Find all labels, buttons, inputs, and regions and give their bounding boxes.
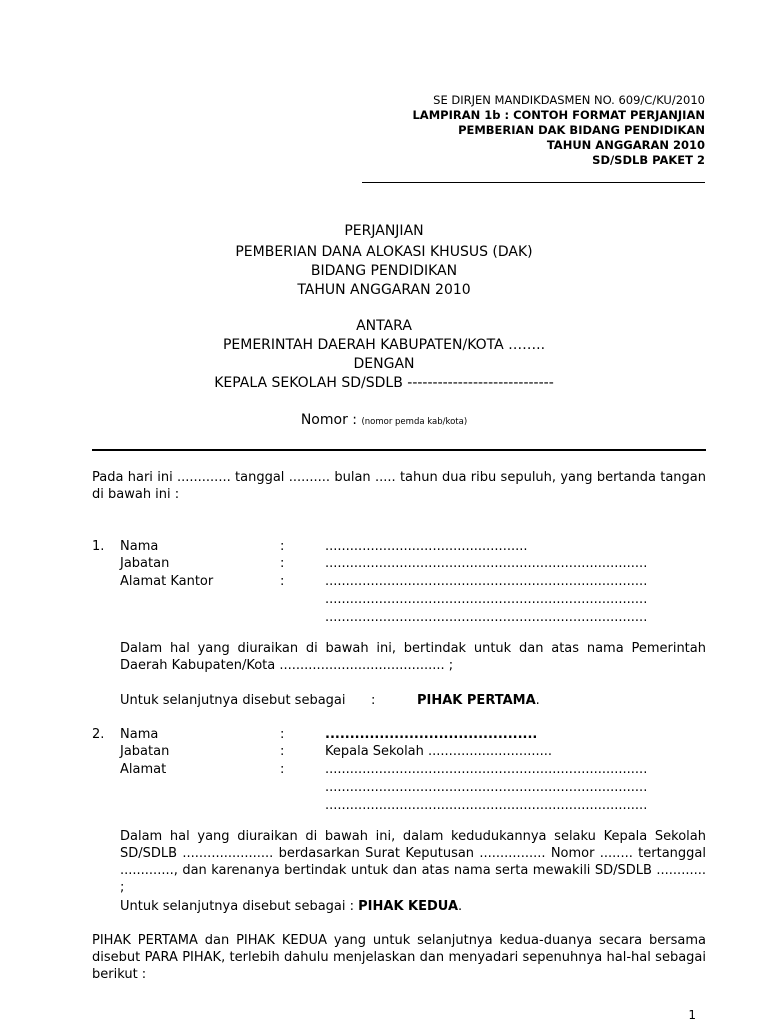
party1-description: Dalam hal yang diuraikan di bawah ini, bertindak untuk dan atas nama Pemerintah Daerah Kabupaten/Kota ........................................ ; [120, 641, 706, 673]
title-divider [92, 449, 706, 451]
party1-jabatan-value: .............................................................................. [325, 556, 648, 571]
title-kepala-sekolah: KEPALA SEKOLAH SD/SDLB ----------------------------- [214, 375, 554, 391]
title-tahun-anggaran: TAHUN ANGGARAN 2010 [297, 282, 471, 298]
title-nomor [0, 413, 768, 430]
closing-paragraph: PIHAK PERTAMA dan PIHAK KEDUA yang untuk selanjutnya kedua-duanya secara bersama disebut PARA PIHAK, terlebih dahulu menjelaskan dan menyadari sepenuhnya hal-hal sebagai berikut : [92, 933, 706, 982]
title-antara: ANTARA [356, 318, 412, 334]
header-line-pemberian: PEMBERIAN DAK BIDANG PENDIDIKAN [458, 123, 705, 137]
party1-name-value: ................................................. [325, 539, 528, 554]
party2-alias-end: . [458, 899, 463, 914]
title-bidang: BIDANG PENDIDIKAN [310, 263, 458, 279]
party2-alamat-line2: .............................................................................. [325, 780, 648, 795]
party1-alias [417, 692, 540, 709]
party2-alamat-value: .............................................................................. [325, 762, 648, 777]
party1-alamat-label: Alamat Kantor [120, 574, 214, 589]
nomor-label: Nomor : [300, 412, 362, 428]
party1-alias-colon: : [371, 693, 376, 708]
party1-jabatan-label: Jabatan [120, 556, 170, 571]
party1-jabatan-colon: : [280, 556, 285, 571]
party2-jabatan-label: Jabatan [120, 744, 170, 759]
page-number: 1 [688, 1008, 696, 1022]
party2-alias-label: Untuk selanjutnya disebut sebagai : [120, 899, 359, 914]
header-reference [412, 93, 705, 168]
party1-alamat-line3: .............................................................................. [325, 610, 648, 625]
party2-alias-value: PIHAK KEDUA [358, 899, 459, 914]
party1-alamat-line2: .............................................................................. [325, 592, 648, 607]
party1-alamat-value: .............................................................................. [325, 574, 648, 589]
title-pemda: PEMERINTAH DAERAH KABUPATEN/KOTA …….. [222, 337, 546, 353]
party2-name-value: ........................................... [325, 727, 538, 742]
intro-paragraph: Pada hari ini ............. tanggal .......... bulan ..... tahun dua ribu sepuluh, yang bertanda tangan di bawah ini : [92, 470, 706, 502]
party2-alamat-label: Alamat [120, 762, 167, 777]
party2-jabatan-colon: : [280, 744, 285, 759]
party2-name-colon: : [280, 727, 285, 742]
party1-number: 1. [92, 539, 105, 554]
header-line-tahun: TAHUN ANGGARAN 2010 [546, 138, 705, 152]
party2-number: 2. [92, 727, 105, 742]
party2-description: Dalam hal yang diuraikan di bawah ini, dalam kedudukannya selaku Kepala Sekolah SD/SDLB ...................... berdasarkan Surat Keputusan ................ Nomor ........ tertanggal ............., dan karenanya bertindak untuk dan atas nama serta mewakili SD/SDLB ............ ; [120, 829, 706, 895]
title-perjanjian: PERJANJIAN [344, 223, 424, 239]
party2-alamat-line3: .............................................................................. [325, 798, 648, 813]
party2-name-label: Nama [120, 727, 159, 742]
title-dengan: DENGAN [353, 356, 415, 372]
party1-name-label: Nama [120, 539, 159, 554]
title-pemberian-dak: PEMBERIAN DANA ALOKASI KHUSUS (DAK) [235, 244, 533, 260]
header-line-lampiran: LAMPIRAN 1b : CONTOH FORMAT PERJANJIAN [412, 108, 705, 122]
party1-alias-value: PIHAK PERTAMA [417, 693, 536, 708]
party2-alias [120, 898, 462, 915]
party1-name-colon: : [280, 539, 285, 554]
header-line-paket: SD/SDLB PAKET 2 [592, 153, 705, 167]
party1-alias-end: . [535, 693, 540, 708]
header-line-se: SE DIRJEN MANDIKDASMEN NO. 609/C/KU/2010 [433, 93, 705, 107]
party2-jabatan-value: Kepala Sekolah .............................. [325, 744, 552, 759]
header-divider [362, 182, 705, 183]
party2-alamat-colon: : [280, 762, 285, 777]
party1-alamat-colon: : [280, 574, 285, 589]
nomor-note: (nomor pemda kab/kota) [361, 417, 468, 427]
party1-alias-label: Untuk selanjutnya disebut sebagai [120, 693, 346, 708]
